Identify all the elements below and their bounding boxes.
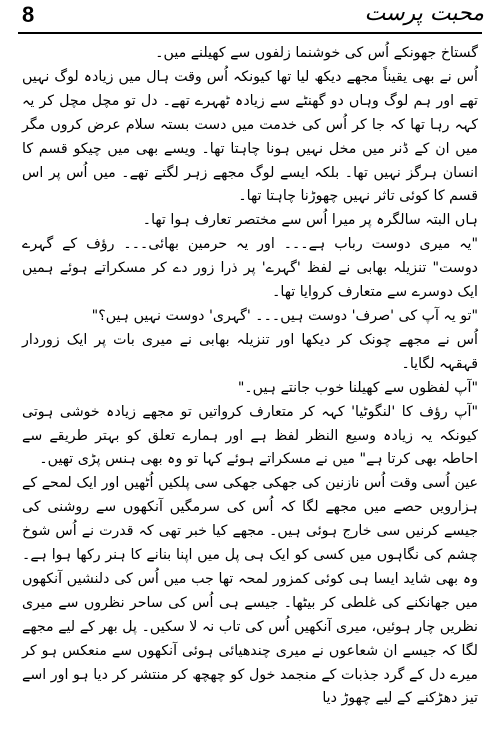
paragraph: "آپ لفظوں سے کھیلنا خوب جانتے ہیں۔" xyxy=(237,379,478,396)
paragraph: اُس نے بھی یقیناً مجھے دیکھ لیا تھا کیونکہ اُس وقت ہال میں زیادہ لوگ نہیں تھے اور ہم لوگ وہاں دو گھنٹے سے زیادہ ٹھہرے تھے۔ دل تو مچل مچل کر یہ کہہ رہا تھا کہ جا کر اُس کی خدمت میں دست بستہ سلام عرض کروں مگر میں ان کے ڈنر میں مخل نہیں ہونا چاہتا تھا۔ ویسے بھی میں چیکو قسم کا انسان ہرگز نہیں تھا۔ بلکہ ایسے لوگ مجھے زہر لگتے تھے۔ میں اُس پر اس قسم کا کوئی تاثر نہیں چھوڑنا چاہتا تھا۔ xyxy=(22,68,478,205)
paragraph: ہاں البتہ سالگرہ پر میرا اُس سے مختصر تعارف ہوا تھا۔ xyxy=(142,212,478,229)
paragraph: عین اُسی وقت اُس نازنین کی جھکی جھکی سی پلکیں اُٹھیں اور ایک لمحے کے ہزارویں حصے میں مجھے لگا کہ اُس کی سرمگیں آنکھوں سے روشنی کی جیسے کرنیں سی خارج ہوئی ہیں۔ مجھے کیا خبر تھی کہ قدرت نے اُس شوخ چشم کی نگاہوں میں کسی کو ایک ہی پل میں اپنا بنانے کا ہنر رکھا ہوا ہے۔ وہ بھی شاید ایسا ہی کوئی کمزور لمحہ تھا جب میں اُس کی دلنشیں آنکھوں میں جھانکنے کی غلطی کر بیٹھا۔ جیسے ہی اُس کی ساحر نظروں سے میری نظریں چار ہوئیں، میری آنکھیں اُس کی تاب نہ لا سکیں۔ پل بھر کے لیے مجھے لگا کہ جیسے ان شعاعوں نے میری چندھیائی ہوئی آنکھوں سے منعکس ہو کر میرے دل کے گرد جذبات کے منجمد خول کو چھچھ کر منتشر کر دیا ہو اور اسے تیز دھڑکنے کے لیے چھوڑ دیا xyxy=(22,475,478,707)
running-title: محبت پرست xyxy=(364,1,484,26)
page-header xyxy=(0,0,500,36)
paragraph: "آپ رؤف کا 'لنگوٹیا' کہہ کر متعارف کرواتیں تو مجھے زیادہ خوشی ہوتی کیونکہ یہ زیادہ وسیع النظر لفظ ہے اور ہمارے تعلق کو بہتر طریقے سے احاطہ بھی کرتا ہے" میں نے مسکراتے ہوئے کہا تو وہ بھی ہنس پڑی تھیں۔ xyxy=(22,403,478,468)
header-divider xyxy=(18,32,482,34)
paragraph: اُس نے مجھے چونک کر دیکھا اور تنزیلہ بھابی نے میری بات پر ایک زوردار قہقہہ لگایا۔ xyxy=(22,331,478,372)
body-text xyxy=(22,42,478,742)
page-number: 8 xyxy=(22,2,35,27)
paragraph: گستاخ جھونکے اُس کی خوشنما زلفوں سے کھیلنے میں۔ xyxy=(155,45,478,61)
paragraph: "یہ میری دوست رباب ہے۔۔۔ اور یہ حرمین بھائی۔۔۔ رؤف کے گہرے دوست" تنزیلہ بھابی نے لفظ 'گہرے' پر ذرا زور دے کر مسکراتے ہوئے ہمیں ایک دوسرے سے متعارف کروایا تھا۔ xyxy=(22,236,478,301)
paragraph: "تو یہ آپ کی 'صرف' دوست ہیں۔۔۔ 'گہری' دوست نہیں ہیں؟" xyxy=(91,307,478,324)
